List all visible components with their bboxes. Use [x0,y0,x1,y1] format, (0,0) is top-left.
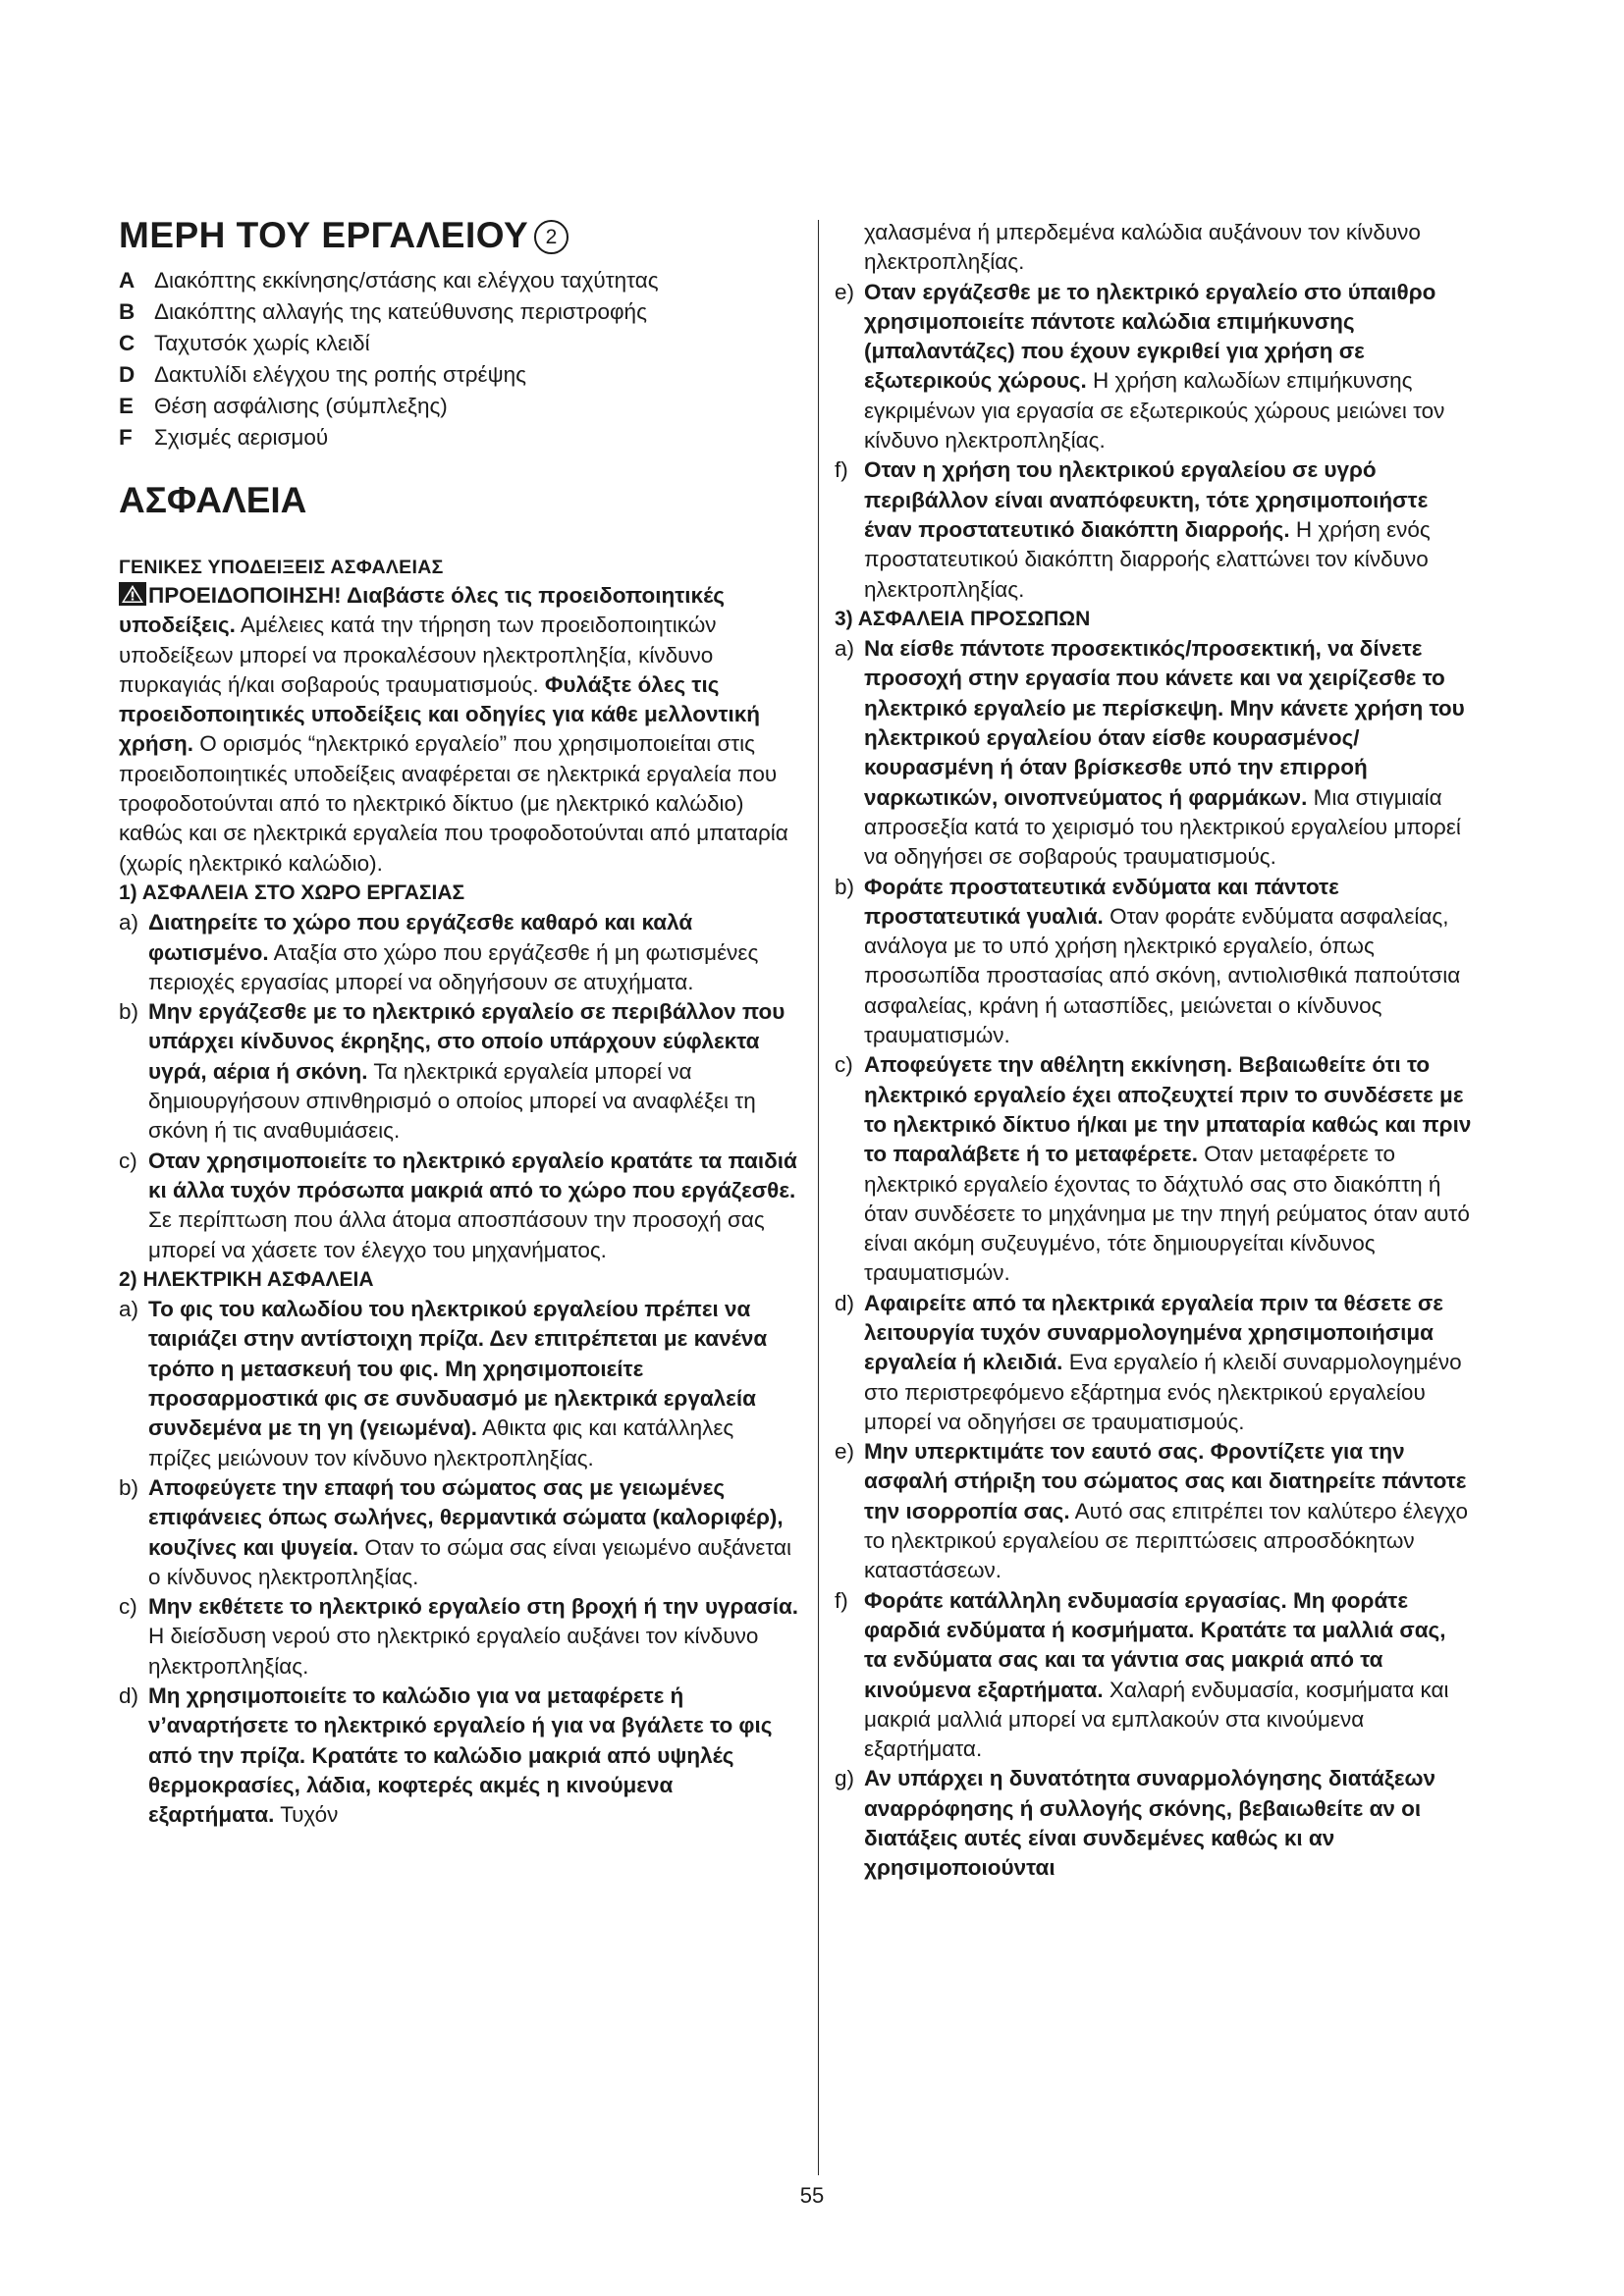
parts-list-item: C Ταχυτσόκ χωρίς κλειδί [119,331,370,355]
right-column [835,218,1473,1884]
parts-list-item: D Δακτυλίδι ελέγχου της ροπής στρέψης [119,362,526,387]
list-item: b) Φοράτε προστατευτικά ενδύματα και πάντοτε προστατευτικά γυαλιά. Οταν φοράτε ενδύματα ασφαλείας, ανάλογα με το υπό χρήση ηλεκτρικό εργαλείο, όπως προσωπίδα προστασίας από σκόνη, αντιολισθικά παπούτσια ασφαλείας, κράνη ή ωτασπίδες, μειώνεται ο κίνδυνος τραυματισμών. [835,874,1461,1048]
list-item: b) Αποφεύγετε την επαφή του σώματος σας με γειωμένες επιφάνειες όπως σωλήνες, θερμαντικά σώματα (καλοριφέρ), κουζίνες και ψυγεία. Οταν το σώμα σας είναι γειωμένο αυξάνεται ο κίνδυνος ηλεκτροπληξίας. [119,1474,791,1589]
personal-safety-heading: 3) ΑΣΦΑΛΕΙΑ ΠΡΟΣΩΠΩΝ [835,607,1091,630]
warning-paragraph: ΠΡΟΕΙΔΟΠΟΙΗΣΗ! Διαβάστε όλες τις προειδοποιητικές υποδείξεις. Αμέλειες κατά την τήρηση των προειδοποιητικών υποδείξεων μπορεί να προκαλέσουν ηλεκτροπληξία, κίνδυνο πυρκαγιάς ή/και σοβαρούς τραυματισμούς. Φυλάξτε όλες τις προειδοποιητικές υποδείξεις και οδηγίες για κάθε μελλοντική χρήση. Ο ορισμός “ηλεκτρικό εργαλείο” που χρησιμοποιείται στις προειδοποιητικές υποδείξεις αναφέρεται σε ηλεκτρικά εργαλεία που τροφοδοτούνται από το ηλεκτρικό δίκτυο (με ηλεκτρικό καλώδιο) καθώς και σε ηλεκτρικά εργαλεία που τροφοδοτούνται από μπαταρία (χωρίς ηλεκτρικό καλώδιο). [119,583,788,876]
general-safety-heading: ΓΕΝΙΚΕΣ ΥΠΟΔΕΙΞΕΙΣ ΑΣΦΑΛΕΙΑΣ [119,557,444,578]
continuation-text: χαλασμένα ή μπερδεμένα καλώδια αυξάνουν τον κίνδυνο ηλεκτροπληξίας. [864,220,1421,275]
column-divider [818,220,819,2175]
list-item: d) Αφαιρείτε από τα ηλεκτρικά εργαλεία πριν τα θέσετε σε λειτουργία τυχόν συναρμολογημένα χρησιμοποιήσιμα εργαλεία ή κλειδιά. Ενα εργαλείο ή κλειδί συναρμολογημένο στο περιστρεφόμενο εξάρτημα ενός ηλεκτρικού εργαλείου μπορεί να οδηγήσει σε τραυματισμούς. [835,1290,1462,1434]
parts-title: ΜΕΡΗ ΤΟΥ ΕΡΓΑΛΕΙΟΥ 2 [119,214,801,257]
list-item: b) Μην εργάζεσθε με το ηλεκτρικό εργαλείο σε περιβάλλον που υπάρχει κίνδυνος έκρηξης, στο οποίο υπάρχουν εύφλεκτα υγρά, αέρια ή σκόνη. Τα ηλεκτρικά εργαλεία μπορεί να δημιουργήσουν σπινθηρισμό ο οποίος μπορεί να αναφλέξει τη σκόνη ή τις αναθυμιάσεις. [119,999,785,1144]
list-item: a) Διατηρείτε το χώρο που εργάζεσθε καθαρό και καλά φωτισμένο. Αταξία στο χώρο που εργάζεσθε ή μη φωτισμένες περιοχές εργασίας μπορεί να οδηγήσουν σε ατυχήματα. [119,910,759,994]
safety-title: ΑΣΦΑΛΕΙΑ [119,480,307,520]
list-item: c) Αποφεύγετε την αθέλητη εκκίνηση. Βεβαιωθείτε ότι το ηλεκτρικό εργαλείο έχει αποζευχτεί πριν το συνδέσετε με το ηλεκτρικό δίκτυο ή/και με την μπαταρία καθώς και πριν το παραλάβετε ή το μεταφέρετε. Οταν μεταφέρετε το ηλεκτρικό εργαλείο έχοντας το δάχτυλό σας στο διακόπτη ή όταν συνδέσετε το μηχάνημα με την πηγή ρεύματος όταν αυτό είναι ακόμη συζευγμένο, τότε δημιουργείται κίνδυνος τραυματισμών. [835,1052,1472,1286]
page-number: 55 [799,2183,825,2208]
left-column [119,214,801,1830]
parts-list [119,265,801,454]
list-item: e) Μην υπερκτιμάτε τον εαυτό σας. Φροντίζετε για την ασφαλή στήριξη του σώματος σας και διατηρείτε πάντοτε την ισορροπία σας. Αυτό σας επιτρέπει τον καλύτερο έλεγχο το ηλεκτρικού εργαλείου σε περιπτώσεις απροσδόκητων καταστάσεων. [835,1439,1469,1583]
list-item: f) Οταν η χρήση του ηλεκτρικού εργαλείου σε υγρό περιβάλλον είναι αναπόφευκτη, τότε χρησιμοποιήστε έναν προστατευτικό διακόπτη διαρροής. Η χρήση ενός προστατευτικού διακόπτη διαρροής ελαττώνει τον κίνδυνο ηλεκτροπληξίας. [835,457,1431,602]
list-item: g) Αν υπάρχει η δυνατότητα συναρμολόγησης διατάξεων αναρρόφησης ή συλλογής σκόνης, βεβαιωθείτε αν οι διατάξεις αυτές είναι συνδεμένες καθώς κι αν χρησιμοποιούνται [835,1766,1436,1881]
list-item: a) Το φις του καλωδίου του ηλεκτρικού εργαλείου πρέπει να ταιριάζει στην αντίστοιχη πρίζα. Δεν επιτρέπεται με κανένα τρόπο η μετασκευή του φις. Μη χρησιμοποιείτε προσαρμοστικά φις σε συνδυασμό με ηλεκτρικά εργαλεία συνδεμένα με τη γη (γειωμένα). Αθικτα φις και κατάλληλες πρίζες μειώνουν τον κίνδυνο ηλεκτροπληξίας. [119,1297,768,1470]
list-item: a) Να είσθε πάντοτε προσεκτικός/προσεκτική, να δίνετε προσοχή στην εργασία που κάνετε και να χειρίζεσθε το ηλεκτρικό εργαλείο με περίσκεψη. Μην κάνετε χρήση του ηλεκτρικού εργαλείου όταν είσθε κουρασμένος/κουρασμένη ή όταν βρίσκεσθε υπό την επιρροή ναρκωτικών, οινοπνεύματος ή φαρμάκων. Μια στιγμιαία απροσεξία κατά το χειρισμό του ηλεκτρικού εργαλείου μπορεί να οδηγήσει σε σοβαρούς τραυματισμούς. [835,636,1465,870]
parts-list-item: B Διακόπτης αλλαγής της κατεύθυνσης περιστροφής [119,299,647,324]
work-area-heading: 1) ΑΣΦΑΛΕΙΑ ΣΤΟ ΧΩΡΟ ΕΡΓΑΣΙΑΣ [119,881,465,904]
parts-list-item: F Σχισμές αερισμού [119,425,329,450]
parts-list-item: A Διακόπτης εκκίνησης/στάσης και ελέγχου ταχύτητας [119,268,659,293]
warning-triangle-icon [119,582,146,606]
list-item: f) Φοράτε κατάλληλη ενδυμασία εργασίας. Μη φοράτε φαρδιά ενδύματα ή κοσμήματα. Κρατάτε τα μαλλιά σας, τα ενδύματα σας και τα γάντια σας μακριά από τα κινούμενα εξαρτήματα. Χαλαρή ενδυμασία, κοσμήματα και μακριά μαλλιά μπορεί να εμπλακούν στα κινούμενα εξαρτήματα. [835,1587,1449,1762]
parts-list-item: E Θέση ασφάλισης (σύμπλεξης) [119,394,448,418]
electrical-safety-heading: 2) ΗΛΕΚΤΡΙΚΗ ΑΣΦΑΛΕΙΑ [119,1267,374,1291]
list-item: c) Οταν χρησιμοποιείτε το ηλεκτρικό εργαλείο κρατάτε τα παιδιά κι άλλα τυχόν πρόσωπα μακριά από το χώρο που εργάζεσθε. Σε περίπτωση που άλλα άτομα αποσπάσουν την προσοχή σας μπορεί να χάσετε τον έλεγχο του μηχανήματος. [119,1148,797,1262]
figure-ref-badge: 2 [534,220,568,254]
list-item: e) Οταν εργάζεσθε με το ηλεκτρικό εργαλείο στο ύπαιθρο χρησιμοποιείτε πάντοτε καλώδια επιμήκυνσης (μπαλαντάζες) που έχουν εγκριθεί για χρήση σε εξωτερικούς χώρους. Η χρήση καλωδίων επιμήκυνσης εγκριμένων για εργασία σε εξωτερικούς χώρους μειώνει τον κίνδυνο ηλεκτροπληξίας. [835,279,1445,454]
list-item: c) Μην εκθέτετε το ηλεκτρικό εργαλείο στη βροχή ή την υγρασία. Η διείσδυση νερού στο ηλεκτρικό εργαλείο αυξάνει τον κίνδυνο ηλεκτροπληξίας. [119,1594,799,1679]
list-item: d) Μη χρησιμοποιείτε το καλώδιο για να μεταφέρετε ή ν’αναρτήσετε το ηλεκτρικό εργαλείο ή για να βγάλετε το φις από την πρίζα. Κρατάτε το καλώδιο μακριά από υψηλές θερμοκρασίες, λάδια, κοφτερές ακμές η κινούμενα εξαρτήματα. Τυχόν [119,1682,773,1828]
